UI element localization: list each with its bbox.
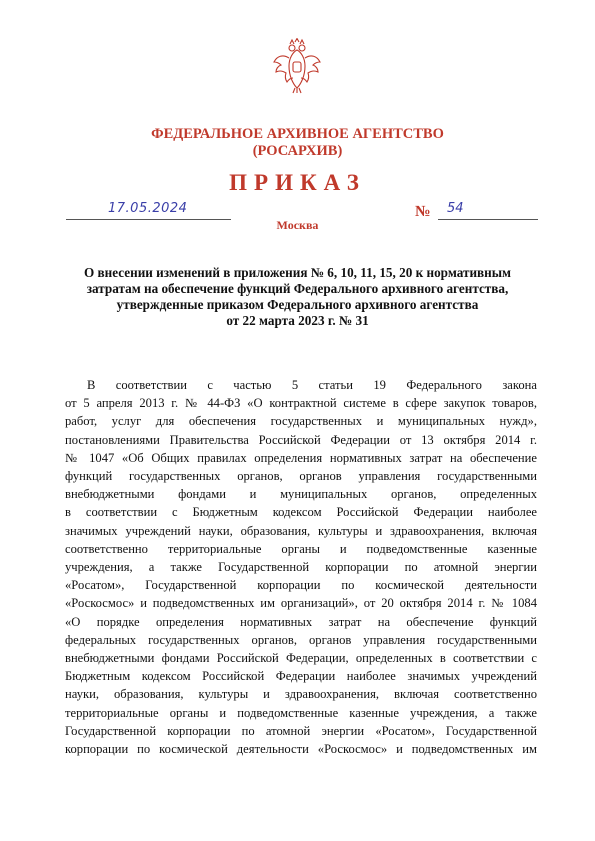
order-subject-heading bbox=[0, 265, 595, 329]
body-line: функций государственных органов, органов управления государственными bbox=[65, 469, 537, 484]
body-line: учреждения, а также Государственной корпорации по атомной энергии bbox=[65, 560, 537, 575]
body-line: в соответствии с Бюджетным кодексом Российской Федерации наиболее bbox=[65, 505, 537, 520]
number-label: № bbox=[415, 203, 431, 220]
body-line: значимых учреждений науки, образования, культуры и здравоохранения, включая bbox=[65, 523, 537, 538]
body-line: соответственно территориальные органы и подведомственные казенные bbox=[65, 541, 537, 556]
body-line: корпорации по космической деятельности «Роскосмос» и подведомственных им bbox=[65, 742, 537, 757]
number-underline bbox=[438, 219, 538, 220]
body-line: «Росатом», Государственной корпорации по космической деятельности bbox=[65, 578, 537, 593]
heading-line: затратам на обеспечение функций Федерального архивного агентства, bbox=[86, 281, 509, 296]
body-line: науки, образования, культуры и здравоохранения, включая соответственно bbox=[65, 687, 537, 702]
body-line: внебюджетными фондами Российской Федерации, определенных в соответствии с bbox=[65, 651, 537, 666]
body-line: «О порядке определения нормативных затрат на обеспечение функций bbox=[65, 614, 537, 629]
handwritten-number: 54 bbox=[447, 201, 464, 216]
heading-line: О внесении изменений в приложения № 6, 10, 11, 15, 20 к нормативным bbox=[83, 265, 512, 280]
handwritten-date: 17.05.2024 bbox=[108, 201, 188, 216]
body-text bbox=[65, 376, 537, 758]
body-line: внебюджетными фондами и муниципальных органов, определенных bbox=[65, 487, 537, 502]
heading-line: от 22 марта 2023 г. № 31 bbox=[226, 313, 369, 328]
city-label: Москва bbox=[276, 218, 319, 232]
agency-name: ФЕДЕРАЛЬНОЕ АРХИВНОЕ АГЕНТСТВО bbox=[151, 126, 444, 142]
body-line: В соответствии с частью 5 статьи 19 Федерального закона bbox=[87, 378, 537, 392]
coat-of-arms-icon bbox=[271, 38, 323, 94]
body-line: Бюджетным кодексом Российской Федерации наиболее значимых учреждений bbox=[65, 669, 537, 684]
body-line: федеральных государственных органов, органов управления государственными bbox=[65, 632, 537, 647]
body-line: территориальные органы и подведомственные казенные учреждения, а также bbox=[65, 705, 537, 720]
body-line: работ, услуг для обеспечения государственных и муниципальных нужд», bbox=[65, 414, 537, 429]
body-line: постановлениями Правительства Российской Федерации от 13 октября 2014 г. bbox=[65, 432, 537, 447]
heading-line: утвержденные приказом Федерального архивного агентства bbox=[116, 297, 479, 312]
body-line: от 5 апреля 2013 г. № 44-ФЗ «О контрактной системе в сфере закупок товаров, bbox=[65, 396, 537, 411]
body-line: № 1047 «Об Общих правилах определения нормативных затрат на обеспечение bbox=[65, 450, 537, 465]
body-line: Государственной корпорации по атомной энергии «Росатом», Государственной bbox=[65, 723, 537, 738]
body-line: «Роскосмос» и подведомственных им организаций», от 20 октября 2014 г. № 1084 bbox=[65, 596, 537, 611]
document-type-title: ПРИКАЗ bbox=[229, 170, 366, 195]
agency-abbreviation: (РОСАРХИВ) bbox=[252, 143, 343, 159]
